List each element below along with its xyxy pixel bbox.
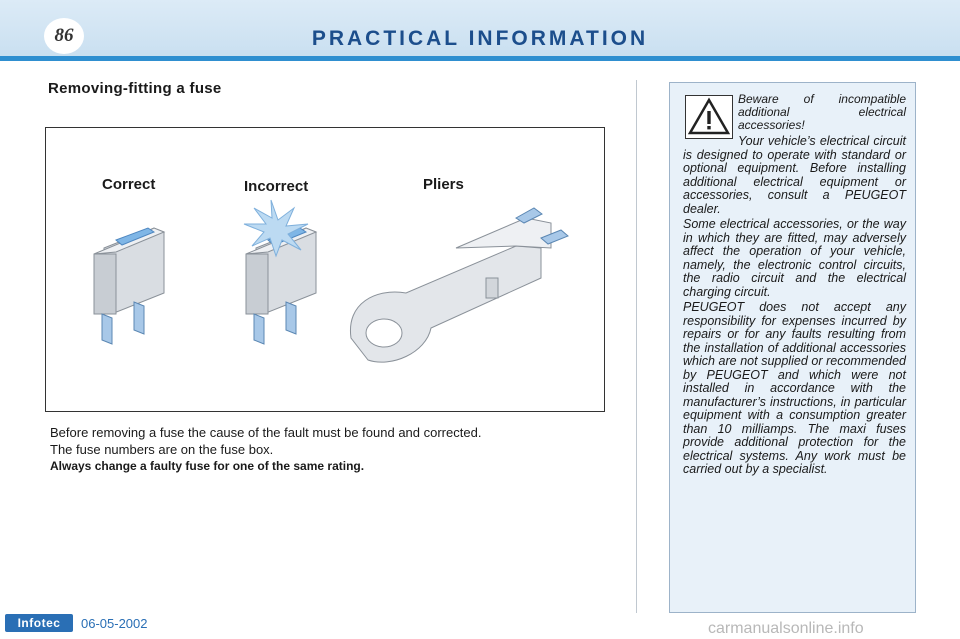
body-line-1: Before removing a fuse the cause of the fault must be found and corrected.	[50, 425, 482, 440]
warning-paragraph-2: Some electrical accessories, or the way in which they are fitted, may adversely affect the operation of your vehicle, namely, the electronic control circuits, the radio circuit and the electrical charging circuit.	[683, 217, 906, 299]
fuse-figure	[45, 127, 605, 412]
column-divider	[636, 80, 637, 613]
body-text	[50, 424, 610, 475]
warning-paragraph-1: Your vehicle’s electrical circuit is designed to operate with standard or optional equipment. Before installing additional electrical equipment or accessories, consult a PEUGEOT dealer.	[683, 134, 906, 216]
correct-fuse-icon	[94, 228, 164, 344]
warning-icon	[685, 95, 733, 139]
warning-box	[669, 82, 916, 613]
label-pliers: Pliers	[423, 176, 464, 193]
label-incorrect: Incorrect	[244, 178, 309, 195]
fuse-illustration	[46, 128, 602, 409]
body-bold-line: Always change a faulty fuse for one of the same rating.	[50, 459, 365, 473]
footer-date: 06-05-2002	[81, 616, 148, 631]
body-line-2: The fuse numbers are on the fuse box.	[50, 442, 274, 457]
header-rule	[0, 56, 960, 61]
infotec-logo: Infotec	[5, 614, 73, 632]
watermark: carmanualsonline.info	[708, 620, 864, 637]
page-title: PRACTICAL INFORMATION	[311, 27, 649, 50]
label-correct: Correct	[102, 176, 156, 193]
warning-body	[683, 135, 906, 479]
section-heading: Removing-fitting a fuse	[48, 80, 222, 97]
spark-icon	[244, 200, 308, 256]
warning-paragraph-3: PEUGEOT does not accept any responsibility for expenses incurred by repairs or for any faults resulting from the installation of additional accessories which are not supplied or recommended by PEUGEOT and which were not installed in accordance with the manufacturer’s instructions, in particular equipment with a consumption greater than 10 milliamps. The maxi fuses provide additional protection for the electrical systems. Any work must be carried out by a specialist.	[683, 300, 906, 476]
incorrect-fuse-icon	[244, 200, 316, 344]
warning-heading: Beware of incompatible additional electrical accessories!	[738, 92, 906, 132]
pliers-icon	[350, 208, 568, 362]
page-number: 86	[44, 18, 84, 54]
